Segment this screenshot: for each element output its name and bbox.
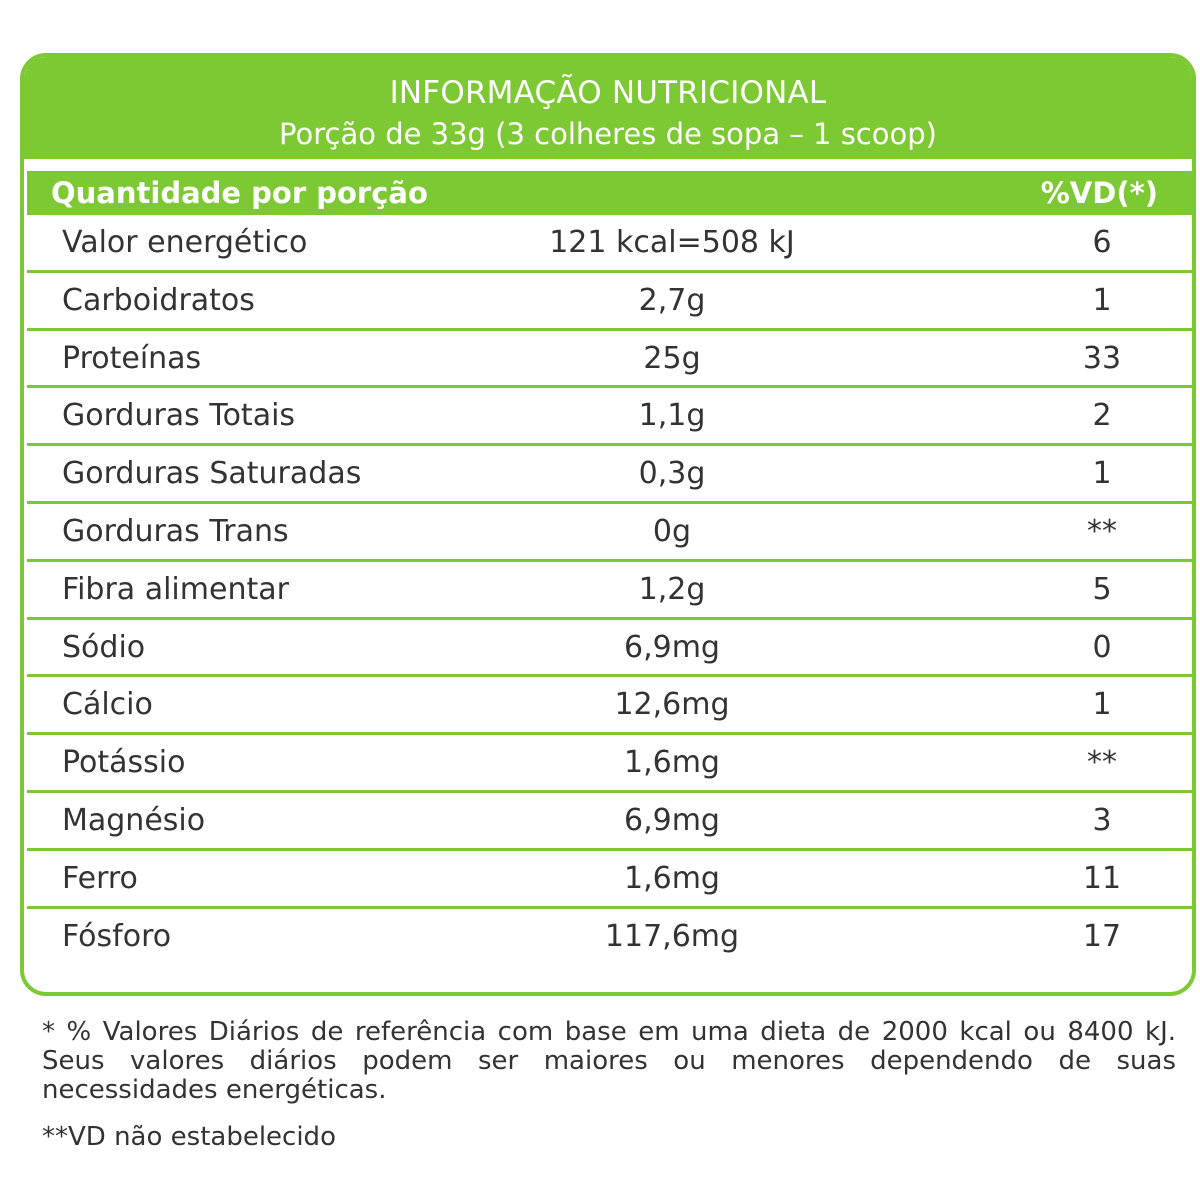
- daily-value-footnote: * % Valores Diários de referência com base em uma dieta de 2000 kcal ou 8400 kJ. Seus valores diários podem ser maiores ou menores dependendo de suas necessidades energéticas.: [42, 1017, 1176, 1105]
- nutrient-name: Proteínas: [62, 340, 202, 376]
- daily-value-label: %VD(*): [1040, 176, 1158, 210]
- nutrient-row: [27, 677, 1192, 735]
- column-header: [27, 171, 1192, 215]
- nutrient-daily-value: 6: [1092, 225, 1112, 260]
- nutrient-amount: 1,6mg: [624, 745, 720, 781]
- nutrient-name: Fibra alimentar: [62, 571, 289, 607]
- nutrient-row: [27, 851, 1192, 909]
- nutrient-row: [27, 735, 1192, 793]
- nutrition-title: INFORMAÇÃO NUTRICIONAL: [389, 75, 827, 111]
- nutrition-header: [24, 57, 1192, 159]
- nutrient-amount: 0g: [652, 513, 692, 549]
- nutrient-amount: 6,9mg: [624, 629, 720, 665]
- nutrient-amount: 1,6mg: [624, 860, 720, 896]
- nutrient-amount: 0,3g: [638, 456, 706, 492]
- nutrient-daily-value: 5: [1092, 571, 1112, 607]
- nutrient-row: [27, 215, 1192, 273]
- quantity-per-serving-label: Quantidade por porção: [51, 176, 428, 210]
- nutrient-rows: [27, 215, 1192, 966]
- nutrient-name: Valor energético: [62, 225, 308, 260]
- nutrient-name: Gorduras Totais: [62, 398, 296, 434]
- nutrient-amount: 6,9mg: [624, 802, 720, 838]
- nutrient-name: Potássio: [62, 745, 186, 781]
- nutrient-name: Gorduras Saturadas: [62, 456, 362, 492]
- nutrient-name: Sódio: [62, 629, 146, 665]
- nutrient-row: [27, 909, 1192, 967]
- nutrient-daily-value: 0: [1092, 629, 1112, 665]
- nutrient-row: [27, 504, 1192, 562]
- nutrition-facts-panel: [20, 53, 1196, 996]
- nutrient-name: Cálcio: [62, 687, 153, 723]
- nutrient-daily-value: **: [1087, 513, 1117, 549]
- nutrient-daily-value: 11: [1082, 860, 1122, 896]
- nutrient-name: Carboidratos: [62, 282, 255, 318]
- nutrient-name: Gorduras Trans: [62, 513, 289, 549]
- nutrient-name: Magnésio: [62, 802, 206, 838]
- nutrient-amount: 1,1g: [638, 398, 706, 434]
- nutrient-daily-value: 3: [1092, 802, 1112, 838]
- nutrient-amount: 12,6mg: [614, 687, 730, 723]
- nutrient-daily-value: 17: [1082, 918, 1122, 954]
- nutrient-daily-value: 1: [1092, 282, 1112, 318]
- nutrient-daily-value: 1: [1092, 456, 1112, 492]
- nutrient-daily-value: 33: [1082, 340, 1122, 376]
- nutrient-daily-value: 2: [1092, 398, 1112, 434]
- nutrient-amount: 2,7g: [638, 282, 706, 318]
- nutrient-row: [27, 273, 1192, 331]
- serving-size: Porção de 33g (3 colheres de sopa – 1 scoop): [279, 117, 937, 151]
- nutrient-name: Fósforo: [62, 918, 172, 954]
- nutrient-row: [27, 793, 1192, 851]
- nutrient-name: Ferro: [62, 860, 138, 896]
- nutrient-amount: 121 kcal=508 kJ: [549, 225, 795, 260]
- not-established-footnote: **VD não estabelecido: [42, 1122, 336, 1152]
- nutrient-row: [27, 446, 1192, 504]
- nutrient-daily-value: **: [1087, 745, 1117, 781]
- nutrient-row: [27, 620, 1192, 678]
- nutrient-row: [27, 562, 1192, 620]
- nutrient-amount: 1,2g: [638, 571, 706, 607]
- nutrient-amount: 117,6mg: [604, 918, 740, 954]
- nutrient-row: [27, 388, 1192, 446]
- nutrient-amount: 25g: [643, 340, 701, 376]
- nutrient-daily-value: 1: [1092, 687, 1112, 723]
- nutrition-table: [27, 159, 1192, 992]
- nutrient-row: [27, 331, 1192, 389]
